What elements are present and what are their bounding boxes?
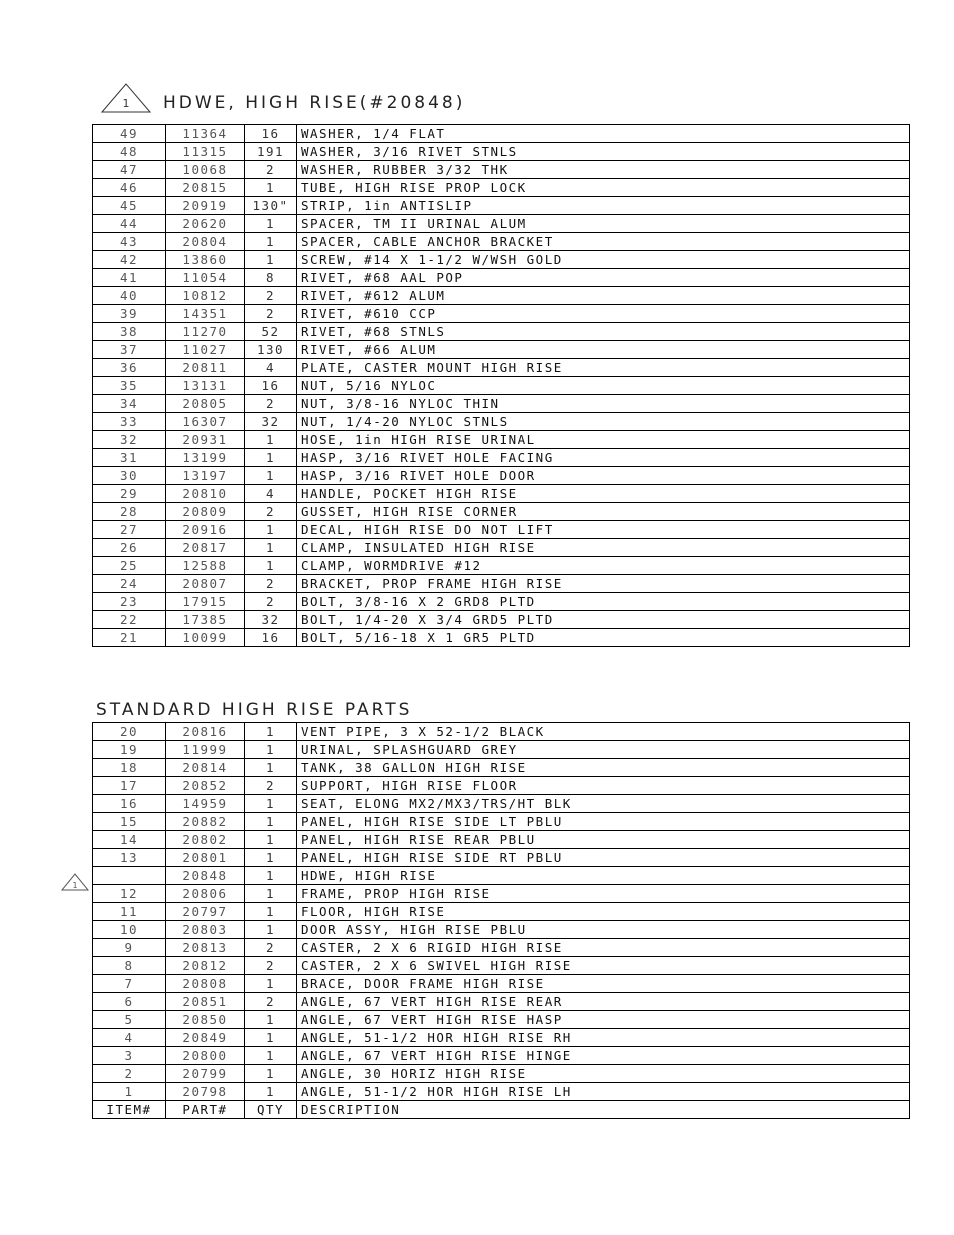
cell-part-number: 11270	[166, 323, 245, 341]
cell-item-number: 5	[93, 1011, 166, 1029]
cell-part-number: 12588	[166, 557, 245, 575]
cell-item-number: 23	[93, 593, 166, 611]
cell-description: VENT PIPE, 3 X 52-1/2 BLACK	[297, 723, 910, 741]
table-row	[93, 759, 910, 777]
cell-item-number: 8	[93, 957, 166, 975]
cell-part-number: 20799	[166, 1065, 245, 1083]
cell-part-number: 20931	[166, 431, 245, 449]
cell-quantity: 130	[245, 341, 297, 359]
cell-item-number: 18	[93, 759, 166, 777]
header-item-number: ITEM#	[93, 1101, 166, 1119]
cell-part-number: 14959	[166, 795, 245, 813]
cell-description: PANEL, HIGH RISE SIDE RT PBLU	[297, 849, 910, 867]
cell-quantity: 2	[245, 395, 297, 413]
cell-part-number: 20807	[166, 575, 245, 593]
cell-quantity: 1	[245, 449, 297, 467]
cell-description: PANEL, HIGH RISE SIDE LT PBLU	[297, 813, 910, 831]
table-row	[93, 413, 910, 431]
cell-quantity: 8	[245, 269, 297, 287]
cell-part-number: 20810	[166, 485, 245, 503]
cell-item-number: 25	[93, 557, 166, 575]
cell-item-number: 27	[93, 521, 166, 539]
cell-quantity: 4	[245, 359, 297, 377]
cell-description: SCREW, #14 X 1-1/2 W/WSH GOLD	[297, 251, 910, 269]
cell-item-number: 2	[93, 1065, 166, 1083]
cell-description: NUT, 3/8-16 NYLOC THIN	[297, 395, 910, 413]
cell-description: NUT, 5/16 NYLOC	[297, 377, 910, 395]
cell-part-number: 20797	[166, 903, 245, 921]
cell-quantity: 2	[245, 939, 297, 957]
cell-quantity: 1	[245, 831, 297, 849]
cell-item-number: 20	[93, 723, 166, 741]
cell-quantity: 1	[245, 813, 297, 831]
table-row	[93, 885, 910, 903]
cell-quantity: 52	[245, 323, 297, 341]
cell-quantity: 1	[245, 557, 297, 575]
table-row	[93, 993, 910, 1011]
cell-part-number: 20882	[166, 813, 245, 831]
cell-part-number: 20817	[166, 539, 245, 557]
table-row	[93, 795, 910, 813]
table-row	[93, 557, 910, 575]
cell-part-number: 20919	[166, 197, 245, 215]
cell-description: GUSSET, HIGH RISE CORNER	[297, 503, 910, 521]
cell-description: BRACKET, PROP FRAME HIGH RISE	[297, 575, 910, 593]
cell-description: RIVET, #610 CCP	[297, 305, 910, 323]
cell-quantity: 1	[245, 467, 297, 485]
cell-quantity: 2	[245, 993, 297, 1011]
cell-quantity: 1	[245, 867, 297, 885]
table-row	[93, 125, 910, 143]
table-row	[93, 903, 910, 921]
cell-part-number: 20851	[166, 993, 245, 1011]
cell-part-number: 11027	[166, 341, 245, 359]
cell-item-number: 43	[93, 233, 166, 251]
table-row	[93, 1029, 910, 1047]
cell-quantity: 2	[245, 957, 297, 975]
cell-description: ANGLE, 30 HORIZ HIGH RISE	[297, 1065, 910, 1083]
cell-item-number: 33	[93, 413, 166, 431]
cell-item-number: 32	[93, 431, 166, 449]
cell-item-number: 13	[93, 849, 166, 867]
cell-description: RIVET, #68 AAL POP	[297, 269, 910, 287]
cell-item-number	[93, 867, 166, 885]
cell-description: SUPPORT, HIGH RISE FLOOR	[297, 777, 910, 795]
cell-description: ANGLE, 67 VERT HIGH RISE HINGE	[297, 1047, 910, 1065]
cell-quantity: 1	[245, 885, 297, 903]
cell-item-number: 46	[93, 179, 166, 197]
cell-item-number: 3	[93, 1047, 166, 1065]
cell-part-number: 20850	[166, 1011, 245, 1029]
table-row	[93, 1083, 910, 1101]
cell-description: CLAMP, WORMDRIVE #12	[297, 557, 910, 575]
cell-description: PLATE, CASTER MOUNT HIGH RISE	[297, 359, 910, 377]
cell-part-number: 20800	[166, 1047, 245, 1065]
table-row	[93, 921, 910, 939]
table-row	[93, 593, 910, 611]
cell-item-number: 48	[93, 143, 166, 161]
header-part-number: PART#	[166, 1101, 245, 1119]
cell-item-number: 11	[93, 903, 166, 921]
table-row	[93, 539, 910, 557]
cell-quantity: 16	[245, 629, 297, 647]
cell-quantity: 2	[245, 777, 297, 795]
cell-description: ANGLE, 67 VERT HIGH RISE HASP	[297, 1011, 910, 1029]
cell-part-number: 20809	[166, 503, 245, 521]
cell-item-number: 26	[93, 539, 166, 557]
standard-parts-table	[92, 722, 910, 1119]
cell-quantity: 191	[245, 143, 297, 161]
cell-item-number: 22	[93, 611, 166, 629]
cell-description: SEAT, ELONG MX2/MX3/TRS/HT BLK	[297, 795, 910, 813]
cell-description: HANDLE, POCKET HIGH RISE	[297, 485, 910, 503]
cell-quantity: 1	[245, 1047, 297, 1065]
cell-quantity: 4	[245, 485, 297, 503]
cell-part-number: 11999	[166, 741, 245, 759]
cell-item-number: 7	[93, 975, 166, 993]
cell-description: SPACER, CABLE ANCHOR BRACKET	[297, 233, 910, 251]
cell-quantity: 1	[245, 849, 297, 867]
cell-quantity: 130"	[245, 197, 297, 215]
table-row	[93, 179, 910, 197]
table-row	[93, 503, 910, 521]
cell-description: SPACER, TM II URINAL ALUM	[297, 215, 910, 233]
cell-part-number: 20916	[166, 521, 245, 539]
table-row	[93, 629, 910, 647]
table-row	[93, 143, 910, 161]
cell-description: HOSE, 1in HIGH RISE URINAL	[297, 431, 910, 449]
cell-quantity: 1	[245, 759, 297, 777]
cell-item-number: 36	[93, 359, 166, 377]
header-description: DESCRIPTION	[297, 1101, 910, 1119]
cell-part-number: 11315	[166, 143, 245, 161]
cell-part-number: 13197	[166, 467, 245, 485]
cell-part-number: 20816	[166, 723, 245, 741]
cell-description: TUBE, HIGH RISE PROP LOCK	[297, 179, 910, 197]
table-row	[93, 975, 910, 993]
table-row	[93, 341, 910, 359]
cell-item-number: 15	[93, 813, 166, 831]
cell-description: DOOR ASSY, HIGH RISE PBLU	[297, 921, 910, 939]
table-row	[93, 161, 910, 179]
cell-quantity: 1	[245, 903, 297, 921]
cell-quantity: 16	[245, 125, 297, 143]
table-row	[93, 431, 910, 449]
cell-item-number: 37	[93, 341, 166, 359]
cell-part-number: 13131	[166, 377, 245, 395]
cell-quantity: 2	[245, 161, 297, 179]
table-row	[93, 197, 910, 215]
cell-quantity: 1	[245, 1029, 297, 1047]
cell-description: HASP, 3/16 RIVET HOLE DOOR	[297, 467, 910, 485]
table-row	[93, 939, 910, 957]
cell-item-number: 47	[93, 161, 166, 179]
cell-description: NUT, 1/4-20 NYLOC STNLS	[297, 413, 910, 431]
cell-item-number: 31	[93, 449, 166, 467]
cell-item-number: 38	[93, 323, 166, 341]
cell-quantity: 1	[245, 251, 297, 269]
table-row	[93, 215, 910, 233]
cell-item-number: 1	[93, 1083, 166, 1101]
table-row	[93, 359, 910, 377]
cell-quantity: 2	[245, 305, 297, 323]
cell-item-number: 39	[93, 305, 166, 323]
table-row	[93, 957, 910, 975]
revision-number: 1	[72, 881, 78, 890]
cell-quantity: 1	[245, 1065, 297, 1083]
cell-item-number: 41	[93, 269, 166, 287]
cell-description: CLAMP, INSULATED HIGH RISE	[297, 539, 910, 557]
table-row	[93, 611, 910, 629]
table-row	[93, 395, 910, 413]
cell-quantity: 1	[245, 179, 297, 197]
table-row	[93, 867, 910, 885]
cell-quantity: 1	[245, 921, 297, 939]
table-row	[93, 521, 910, 539]
table-row	[93, 485, 910, 503]
cell-quantity: 2	[245, 575, 297, 593]
cell-quantity: 1	[245, 1011, 297, 1029]
cell-part-number: 20812	[166, 957, 245, 975]
table-row	[93, 467, 910, 485]
cell-part-number: 20811	[166, 359, 245, 377]
header-quantity: QTY	[245, 1101, 297, 1119]
cell-description: FLOOR, HIGH RISE	[297, 903, 910, 921]
cell-item-number: 44	[93, 215, 166, 233]
cell-part-number: 20620	[166, 215, 245, 233]
cell-quantity: 1	[245, 1083, 297, 1101]
cell-quantity: 1	[245, 741, 297, 759]
cell-part-number: 10068	[166, 161, 245, 179]
cell-quantity: 1	[245, 233, 297, 251]
revision-number: 1	[122, 97, 130, 110]
cell-description: DECAL, HIGH RISE DO NOT LIFT	[297, 521, 910, 539]
section-title-hardware: HDWE, HIGH RISE(#20848)	[163, 93, 466, 113]
cell-item-number: 49	[93, 125, 166, 143]
cell-part-number: 20801	[166, 849, 245, 867]
table-row	[93, 323, 910, 341]
cell-item-number: 30	[93, 467, 166, 485]
cell-quantity: 2	[245, 503, 297, 521]
cell-description: ANGLE, 51-1/2 HOR HIGH RISE RH	[297, 1029, 910, 1047]
cell-part-number: 20804	[166, 233, 245, 251]
cell-quantity: 1	[245, 975, 297, 993]
cell-description: CASTER, 2 X 6 SWIVEL HIGH RISE	[297, 957, 910, 975]
table-row	[93, 269, 910, 287]
table-row	[93, 449, 910, 467]
cell-part-number: 11364	[166, 125, 245, 143]
cell-description: BOLT, 3/8-16 X 2 GRD8 PLTD	[297, 593, 910, 611]
cell-description: STRIP, 1in ANTISLIP	[297, 197, 910, 215]
cell-quantity: 2	[245, 593, 297, 611]
cell-description: WASHER, 1/4 FLAT	[297, 125, 910, 143]
cell-description: RIVET, #66 ALUM	[297, 341, 910, 359]
cell-part-number: 13860	[166, 251, 245, 269]
cell-description: WASHER, 3/16 RIVET STNLS	[297, 143, 910, 161]
cell-item-number: 34	[93, 395, 166, 413]
cell-part-number: 17385	[166, 611, 245, 629]
cell-quantity: 1	[245, 723, 297, 741]
cell-quantity: 32	[245, 413, 297, 431]
table-row	[93, 575, 910, 593]
cell-part-number: 17915	[166, 593, 245, 611]
table-header-row	[93, 1101, 910, 1119]
cell-quantity: 16	[245, 377, 297, 395]
cell-item-number: 42	[93, 251, 166, 269]
cell-quantity: 1	[245, 521, 297, 539]
cell-part-number: 20808	[166, 975, 245, 993]
table-row	[93, 1011, 910, 1029]
cell-description: RIVET, #612 ALUM	[297, 287, 910, 305]
cell-description: ANGLE, 51-1/2 HOR HIGH RISE LH	[297, 1083, 910, 1101]
cell-item-number: 4	[93, 1029, 166, 1047]
cell-part-number: 20815	[166, 179, 245, 197]
cell-description: WASHER, RUBBER 3/32 THK	[297, 161, 910, 179]
cell-part-number: 20849	[166, 1029, 245, 1047]
cell-description: TANK, 38 GALLON HIGH RISE	[297, 759, 910, 777]
cell-item-number: 16	[93, 795, 166, 813]
revision-triangle-icon	[100, 82, 152, 114]
hardware-parts-table	[92, 124, 910, 647]
cell-item-number: 14	[93, 831, 166, 849]
cell-quantity: 1	[245, 539, 297, 557]
cell-description: URINAL, SPLASHGUARD GREY	[297, 741, 910, 759]
cell-item-number: 24	[93, 575, 166, 593]
cell-quantity: 1	[245, 795, 297, 813]
cell-description: HASP, 3/16 RIVET HOLE FACING	[297, 449, 910, 467]
cell-description: BRACE, DOOR FRAME HIGH RISE	[297, 975, 910, 993]
cell-part-number: 14351	[166, 305, 245, 323]
cell-part-number: 20798	[166, 1083, 245, 1101]
table-row	[93, 1047, 910, 1065]
table-row	[93, 831, 910, 849]
cell-item-number: 9	[93, 939, 166, 957]
cell-item-number: 21	[93, 629, 166, 647]
cell-quantity: 1	[245, 431, 297, 449]
cell-description: RIVET, #68 STNLS	[297, 323, 910, 341]
cell-part-number: 13199	[166, 449, 245, 467]
cell-description: HDWE, HIGH RISE	[297, 867, 910, 885]
cell-item-number: 29	[93, 485, 166, 503]
cell-item-number: 6	[93, 993, 166, 1011]
table-row	[93, 741, 910, 759]
cell-part-number: 20814	[166, 759, 245, 777]
table-row	[93, 813, 910, 831]
cell-item-number: 10	[93, 921, 166, 939]
cell-description: PANEL, HIGH RISE REAR PBLU	[297, 831, 910, 849]
cell-part-number: 20813	[166, 939, 245, 957]
cell-item-number: 28	[93, 503, 166, 521]
cell-description: CASTER, 2 X 6 RIGID HIGH RISE	[297, 939, 910, 957]
section-title-standard: STANDARD HIGH RISE PARTS	[96, 700, 413, 720]
table-row	[93, 251, 910, 269]
cell-description: FRAME, PROP HIGH RISE	[297, 885, 910, 903]
table-row	[93, 305, 910, 323]
cell-item-number: 40	[93, 287, 166, 305]
cell-description: BOLT, 1/4-20 X 3/4 GRD5 PLTD	[297, 611, 910, 629]
table-row	[93, 287, 910, 305]
cell-description: ANGLE, 67 VERT HIGH RISE REAR	[297, 993, 910, 1011]
cell-part-number: 20803	[166, 921, 245, 939]
cell-part-number: 16307	[166, 413, 245, 431]
table-row	[93, 233, 910, 251]
table-row	[93, 777, 910, 795]
cell-quantity: 2	[245, 287, 297, 305]
cell-part-number: 10099	[166, 629, 245, 647]
cell-part-number: 10812	[166, 287, 245, 305]
cell-part-number: 20802	[166, 831, 245, 849]
cell-part-number: 11054	[166, 269, 245, 287]
cell-item-number: 17	[93, 777, 166, 795]
table-row	[93, 1065, 910, 1083]
cell-item-number: 45	[93, 197, 166, 215]
table-row	[93, 377, 910, 395]
cell-part-number: 20848	[166, 867, 245, 885]
cell-part-number: 20806	[166, 885, 245, 903]
cell-quantity: 32	[245, 611, 297, 629]
table-row	[93, 723, 910, 741]
revision-triangle-icon	[60, 872, 90, 892]
cell-item-number: 12	[93, 885, 166, 903]
cell-item-number: 35	[93, 377, 166, 395]
cell-item-number: 19	[93, 741, 166, 759]
cell-part-number: 20852	[166, 777, 245, 795]
cell-description: BOLT, 5/16-18 X 1 GR5 PLTD	[297, 629, 910, 647]
cell-part-number: 20805	[166, 395, 245, 413]
cell-quantity: 1	[245, 215, 297, 233]
table-row	[93, 849, 910, 867]
